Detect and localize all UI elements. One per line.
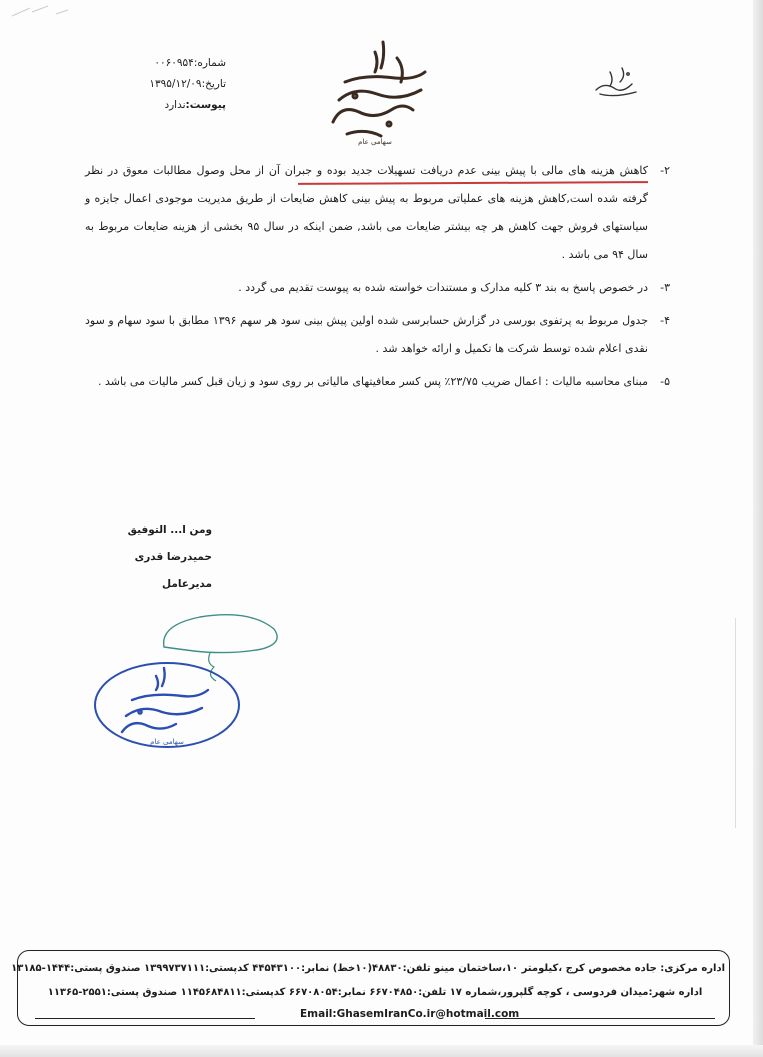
- company-stamp: [92, 660, 242, 750]
- page-edge-shadow: [753, 0, 763, 1057]
- footer-city-office: اداره شهر:میدان فردوسی ، کوچه گلپرور،شماره ۱۷ تلفن:۶۶۷۰۴۸۵۰ نمابر:۶۶۷۰۸۰۵۴ کدپستی:۱۱۴۵۶۸۴۸۱۱ صندوق پستی:۲۵۵۱-۱۱۳۶۵: [47, 987, 703, 998]
- letter-attachment: [66, 95, 226, 116]
- letter-meta: [66, 53, 226, 116]
- letter-body: [85, 157, 670, 396]
- item-number: ۵-: [660, 375, 670, 388]
- attachment-value: ندارد: [164, 99, 186, 111]
- signer-title: مدیرعامل: [161, 578, 212, 590]
- signer-name: حمیدرضا قدری: [134, 551, 212, 563]
- date-value: ۱۳۹۵/۱۲/۰۹: [149, 78, 202, 90]
- number-value: ۰۰۶۰۹۵۴: [154, 57, 194, 69]
- number-label: شماره:: [193, 57, 226, 69]
- svg-text:سهامی عام: سهامی عام: [358, 138, 392, 146]
- list-item: [85, 274, 670, 302]
- scan-corner-mark: [10, 2, 70, 20]
- attachment-label: پیوست:: [185, 99, 226, 111]
- svg-text:سهامی عام: سهامی عام: [150, 738, 184, 746]
- letter-number: [66, 53, 226, 74]
- letter-closing: [112, 517, 212, 598]
- item-text: جدول مربوط به پرتفوی بورسی در گزارش حسابرسی شده اولین پیش بینی سود هر سهم ۱۳۹۶ مطابق با سود سهام و سود نقدی اعلام شده توسط شرکت ها تکمیل و ارائه خواهد شد .: [85, 314, 648, 355]
- date-label: تاریخ:: [201, 78, 226, 90]
- item-number: ۴-: [660, 314, 670, 327]
- footer-rule-right: [485, 1018, 715, 1019]
- list-item: [85, 307, 670, 363]
- footer-email[interactable]: Email:GhasemIranCo.ir@hotmail.com: [300, 1008, 520, 1020]
- item-number: ۳-: [660, 281, 670, 294]
- list-item: [85, 157, 670, 269]
- item-text: کاهش هزینه های مالی با پیش بینی عدم دریافت تسهیلات جدید بوده و جبران آن از محل وصول مطالبات معوق در نظر گرفته شده است,کاهش هزینه های عملیاتی مربوط به پیش بینی کاهش ضایعات از طریق مدیریت موجودی اعمال جایزه و سیاستهای فروش جهت کاهش هر چه بیشتر ضایعات می باشد, ضمن اینکه در سال ۹۵ بخشی از هزینه ضایعات مربوط به سال ۹۴ می باشد .: [85, 164, 648, 261]
- letter-date: [66, 74, 226, 95]
- page-bottom-shadow: [0, 1045, 763, 1057]
- closing-salutation: ومن ا... التوفیق: [127, 524, 212, 536]
- scan-artifact-line: [735, 618, 736, 828]
- footer-rule-left: [35, 1018, 255, 1019]
- footer-head-office: اداره مرکزی: جاده مخصوص کرج ،کیلومتر ۱۰،ساختمان مینو تلفن:۴۸۸۳۰(۱۰خط) نمابر:۴۴۵۴۳۱۰۰ کدپستی:۱۳۹۹۷۳۷۱۱۱ صندوق پستی:۱۴۴۴-۱۳۱۸۵: [11, 963, 725, 974]
- footer-email-row: [35, 1006, 715, 1026]
- company-logo: [325, 38, 435, 148]
- item-text: در خصوص پاسخ به بند ۳ کلیه مدارک و مستندات خواسته شده به پیوست تقدیم می گردد .: [238, 281, 648, 294]
- bismillah-calligraphy: [592, 64, 642, 99]
- list-item: [85, 368, 670, 396]
- item-number: ۲-: [660, 164, 670, 177]
- item-text: مبنای محاسبه مالیات : اعمال ضریب ۲۳/۷۵٪ پس کسر معافیتهای مالیاتی بر روی سود و زیان قبل کسر مالیات می باشد .: [98, 375, 648, 388]
